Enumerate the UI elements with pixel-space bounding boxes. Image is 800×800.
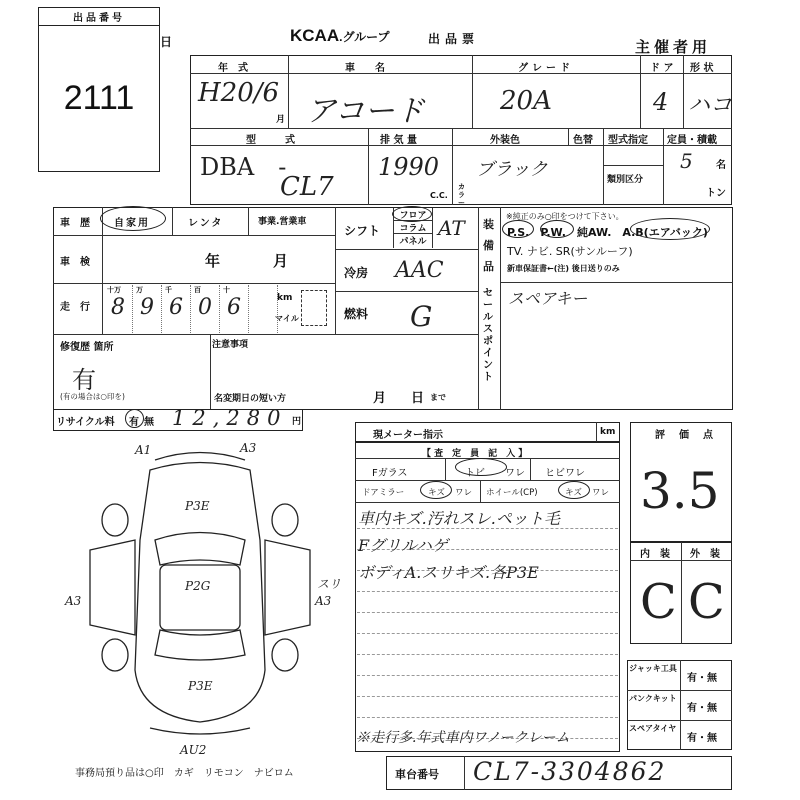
shift-value: AT [438,216,465,240]
exterior-label: 外 装 [690,549,720,560]
lot-number-label: 出品番号 [39,8,159,26]
mileage-digit-label: 万 [136,286,143,294]
mile-unit: マイル [275,314,299,323]
equipment-note: ※純正のみ○印をつけて下さい。 [506,212,624,221]
inspector-note: ボディA.スリキズ.各P3E [358,563,539,582]
cc-unit: C.C. [430,191,448,200]
roof [160,565,240,630]
mileage-digit-label: 千 [165,286,172,294]
car-diagram [60,440,350,760]
mileage-label: 走 行 [60,302,90,313]
wheel-front-right [272,504,298,536]
fuel-value: G [410,300,433,333]
color-code-label: カラー [458,183,465,207]
tool-label: ジャッキ工具 [629,664,677,673]
recycle-label: リサイクル料 [56,417,115,428]
caution-month: 月 [373,391,387,406]
equipment-line2: TV. ナビ. SR(サンルーフ) [507,245,633,258]
mileage-digit: 9 [140,295,154,320]
model-spec-label: 型式指定 [608,135,648,146]
wheel-rear-right [272,639,298,671]
diag-a1: A1 [135,443,152,457]
front-bumper [155,453,245,461]
diag-au2: AU2 [180,743,207,757]
load-unit: トン [706,188,726,199]
fuel-label: 燃料 [344,307,369,321]
wheel-kizu[interactable]: キズ [565,488,582,498]
fglass-label: Fガラス [372,468,408,479]
ac-value: AAC [395,258,444,283]
shift-panel[interactable]: パネル [399,237,427,247]
pw-circle [540,220,574,238]
tool-value[interactable]: 有・無 [687,673,717,684]
km-mile-checkbox[interactable] [301,290,327,326]
mileage-digit-label: 十万 [107,286,121,294]
ac-label: 冷房 [344,266,369,280]
history-label: 車 歴 [60,218,90,229]
inspection-year-unit: 年 [205,252,221,270]
meter-unit: km [600,427,616,437]
mileage-digit-cell [104,285,133,333]
diag-suri: スリ [317,577,342,591]
mirror-kizu-circle [420,481,452,499]
recycle-no[interactable]: 無 [144,417,154,428]
header-ticket: 出品票 [428,32,480,46]
mileage-digit: 6 [169,295,183,320]
recycle-unit: 円 [292,417,302,427]
inspector-label: 【 査 定 員 記 入 】 [422,449,528,459]
brand-name: KCAA [290,26,340,45]
diag-a3-left: A3 [65,594,82,608]
mirror-ware[interactable]: ワレ [455,488,473,498]
mileage-digit-cell [249,285,278,333]
doors-value: 4 [653,88,669,116]
short-date-label: 名変期日の短い方 [214,394,287,404]
ps-circle [502,220,534,238]
recycle-yes-circle [125,409,144,428]
year-suffix: 月 [276,115,286,125]
year-value: H20/6 [198,78,280,108]
diag-p3e-top: P3E [185,499,210,513]
caution-day: 日 [411,391,425,406]
lot-number-box [38,7,160,172]
shift-floor[interactable]: フロア [394,208,432,221]
inspector-note-line [357,717,618,718]
diag-a3-top: A3 [240,441,257,455]
equipment-line1: P.S. P.W. 純AW. A.B(エアバック) [507,226,708,239]
name-value: アコード [306,94,425,129]
mirror-label: ドアミラー [362,488,405,498]
mileage-digit-cell [133,285,162,333]
repair-label: 修復歴 箇所 [60,342,114,353]
ab-circle [630,218,710,240]
inspector-note-line [357,696,618,697]
header-sponsor: 主催者用 [635,38,712,56]
chassis-label: 車台番号 [395,768,439,781]
shift-column[interactable]: コラム [394,221,432,234]
history-rental[interactable]: レンタ [188,218,224,229]
wheel-kizu-circle [558,481,590,499]
wheel-ware[interactable]: ワレ [592,488,610,498]
tobi-option[interactable]: トビ [465,468,485,479]
displacement-value: 1990 [378,153,440,181]
shift-label: シフト [344,224,381,238]
model-prefix: DBA - [200,153,287,181]
rear-bumper [150,728,250,734]
wheel-front-left [102,504,128,536]
repair-value: 有 [72,366,96,394]
repair-note: (有の場合は○印を) [60,392,125,401]
meter-label: 現メーター指示 [373,430,443,441]
inspector-note: 車内キズ.汚れスレ.ペット毛 [358,509,560,528]
inspection-month-unit: 月 [273,252,289,270]
history-private[interactable]: 自家用 [114,218,150,229]
caution-until: まで [430,393,446,402]
history-private-circle [100,206,166,231]
model-label: 型 式 [246,135,298,146]
grade-value: 20A [500,86,552,116]
mileage-digit-cell [191,285,220,333]
color-value: ブラック [476,159,548,180]
km-unit: km [277,293,293,303]
tool-label: スペアタイヤ [629,724,677,733]
mileage-digit: 8 [111,295,125,320]
doors-label: ド ア [650,63,674,74]
side-right [265,540,310,635]
inspection-label: 車 検 [60,257,90,268]
mileage-digit-label: 十 [223,286,230,294]
chassis-value: CL7-3304862 [473,757,667,786]
lot-side-mark: 日 [160,35,173,49]
inspector-note-line [357,612,618,613]
capacity-value: 5 [680,149,693,173]
header-brand [290,26,389,46]
displacement-label: 排 気 量 [380,135,417,146]
score-label: 評 価 点 [655,430,715,441]
lot-number: 2111 [63,79,135,117]
equipment-side-label: 装備品 [483,218,494,273]
mileage-digit: 6 [227,295,241,320]
interior-label: 内 装 [640,549,670,560]
inspector-note-line [357,654,618,655]
mileage-digit-cell [220,285,249,333]
brand-group: .グループ [339,30,390,44]
mileage-digit: 0 [198,295,212,320]
color-label: 外装色 [490,135,520,146]
hibiware-option[interactable]: ヒビワレ [545,468,585,479]
windshield [155,533,245,566]
rear-window [155,630,245,660]
name-label: 車 名 [345,63,385,74]
capacity-label: 定員・積載 [667,135,717,146]
side-left [90,540,135,635]
grade-label: グレード [518,63,574,74]
sales-point-text: スペアキー [508,289,588,308]
wheel-rear-left [102,639,128,671]
diag-p3e-bottom: P3E [188,679,213,693]
recycle-amount: 12,280 [172,406,288,430]
history-business[interactable]: 事業.営業車 [258,217,307,227]
equipment-line3: 新車保証書←(注) 後日送りのみ [507,264,620,273]
ware-option[interactable]: ワレ [505,468,525,479]
sales-point-label: セールスポイント [483,288,493,383]
inspector-note-line [357,675,618,676]
color-change-label: 色替 [573,135,593,146]
tool-value[interactable]: 有・無 [687,733,717,744]
year-label: 年 式 [218,63,248,74]
mirror-kizu[interactable]: キズ [428,488,445,498]
mileage-digit-cell [162,285,191,333]
capacity-unit: 名 [716,160,726,171]
shape-label: 形 状 [690,63,714,74]
interior-value: C [640,574,677,630]
tobi-circle [455,458,507,476]
shape-value: ハコ [688,93,733,118]
shift-floor-circle [392,206,432,222]
wheel-label: ホイール(CP) [486,488,538,498]
mileage-digit-label: 百 [194,286,201,294]
caution-label: 注意事項 [212,340,249,350]
footer-note: 事務局預り品は○印 カギ リモコン ナビロム [75,768,294,779]
class-label: 類別区分 [607,175,644,185]
inspector-note-line [357,591,618,592]
inspector-note: Fグリルハゲ [358,536,448,555]
recycle-yes[interactable]: 有 [129,417,139,428]
inspector-note-line [357,633,618,634]
diag-a3-right: A3 [315,594,332,608]
score-value: 3.5 [640,462,720,520]
model-value: CL7 [280,172,334,202]
tool-label: パンクキット [629,694,677,703]
diag-p2g: P2G [185,579,211,593]
tool-value[interactable]: 有・無 [687,703,717,714]
inspector-bottom-note: ※走行多.年式車内ワノークレーム [356,730,570,746]
exterior-value: C [688,574,725,630]
